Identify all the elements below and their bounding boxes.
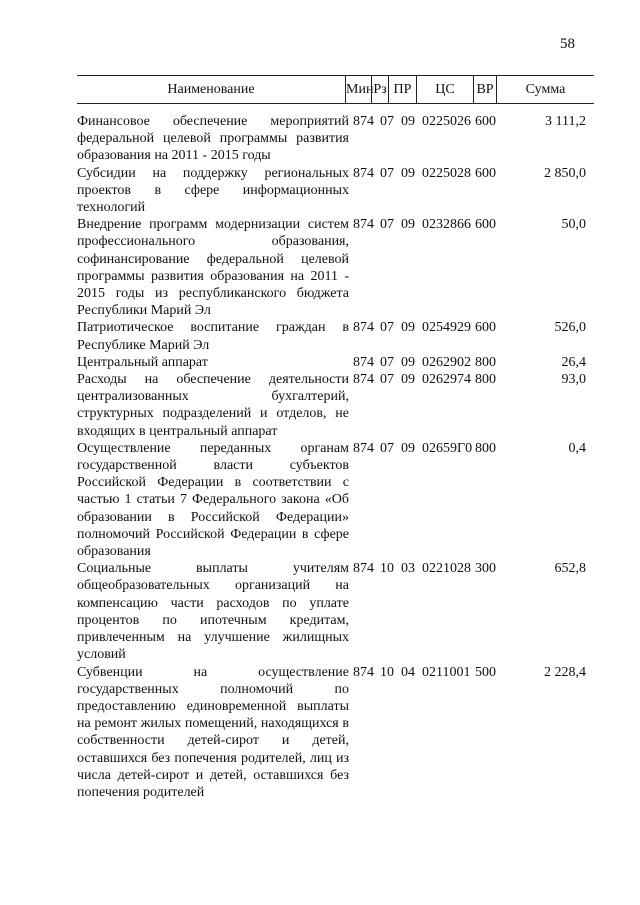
row-cs: 0225028 xyxy=(422,165,471,181)
row-rz: 10 xyxy=(380,561,394,577)
table-row xyxy=(77,216,594,319)
row-sum: 3 111,2 xyxy=(545,114,586,129)
row-name: Субвенции на осуществление государственных полномочий по предоставлению единовременной выплаты на ремонт жилых помещений, находящихся в собственности детей-сирот и детей, оставшихся без попечения родителей, лиц из числа детей-сирот и детей, оставшихся без попечения родителей xyxy=(77,664,349,800)
row-sum: 26,4 xyxy=(561,354,586,370)
row-cs: 0225026 xyxy=(422,114,471,129)
row-name: Финансовое обеспечение мероприятий федеральной целевой программы развития образования на 2011 - 2015 годы xyxy=(77,114,349,164)
row-name: Социальные выплаты учителям общеобразовательных организаций на компенсацию части расходов по уплате процентов по ипотечным кредитам, привлеченным на улучшение жилищных условий xyxy=(77,561,349,663)
row-rz: 07 xyxy=(380,217,394,233)
row-min: 874 xyxy=(353,354,374,370)
row-rz: 07 xyxy=(380,354,394,370)
row-vr: 600 xyxy=(475,165,496,181)
row-cs: 0211001 xyxy=(422,664,471,680)
row-sum: 652,8 xyxy=(554,561,586,577)
row-name: Внедрение программ модернизации систем профессионального образования, софинансирование федеральной целевой программы развития образования на 2011 - 2015 годы из республиканского бюджета Республики Марий Эл xyxy=(77,217,349,319)
row-pr: 09 xyxy=(401,354,415,370)
row-sum: 2 228,4 xyxy=(544,664,586,680)
row-sum: 93,0 xyxy=(561,372,586,388)
row-min: 874 xyxy=(353,320,374,336)
row-name: Расходы на обеспечение деятельности централизованных бухгалтерий, структурных подразделений и отделов, не входящих в центральный аппарат xyxy=(77,372,349,439)
table-row xyxy=(77,560,594,663)
row-rz: 10 xyxy=(380,664,394,680)
row-vr: 500 xyxy=(475,664,496,680)
row-sum: 526,0 xyxy=(554,320,586,336)
row-vr: 600 xyxy=(475,217,496,233)
row-min: 874 xyxy=(353,114,374,129)
row-pr: 09 xyxy=(401,320,415,336)
row-vr: 800 xyxy=(475,440,496,456)
row-name: Патриотическое воспитание граждан в Республике Марий Эл xyxy=(77,320,349,353)
row-rz: 07 xyxy=(380,440,394,456)
page-number: 58 xyxy=(560,36,575,52)
row-vr: 300 xyxy=(475,561,496,577)
row-vr: 600 xyxy=(475,114,496,129)
header-min: Мин xyxy=(345,76,371,103)
row-min: 874 xyxy=(353,561,374,577)
table-row xyxy=(77,165,594,217)
row-pr: 09 xyxy=(401,217,415,233)
row-min: 874 xyxy=(353,165,374,181)
row-pr: 09 xyxy=(401,165,415,181)
row-rz: 07 xyxy=(380,372,394,388)
table-body xyxy=(77,113,594,801)
table-row xyxy=(77,664,594,802)
row-rz: 07 xyxy=(380,114,394,129)
row-cs: 0254929 xyxy=(422,320,471,336)
row-name: Субсидии на поддержку региональных проектов в сфере информационных технологий xyxy=(77,165,349,216)
header-sum: Сумма xyxy=(496,76,594,103)
row-sum: 0,4 xyxy=(568,440,586,456)
table-row xyxy=(77,371,594,440)
row-rz: 07 xyxy=(380,320,394,336)
row-cs: 0262974 xyxy=(422,372,471,388)
row-pr: 03 xyxy=(401,561,415,577)
row-pr: 09 xyxy=(401,372,415,388)
table-row xyxy=(77,113,594,165)
row-vr: 600 xyxy=(475,320,496,336)
row-min: 874 xyxy=(353,372,374,388)
row-cs: 0232866 xyxy=(422,217,471,233)
row-sum: 50,0 xyxy=(561,217,586,233)
header-pr: ПР xyxy=(388,76,416,103)
row-vr: 800 xyxy=(475,354,496,370)
row-name: Осуществление переданных органам государственной власти субъектов Российской Федерации в соответствии с частью 1 статьи 7 Федерального закона «Об образовании в Российской Федерации» полномочий Российской Федерации в сфере образования xyxy=(77,440,349,560)
row-rz: 07 xyxy=(380,165,394,181)
row-pr: 04 xyxy=(401,664,415,680)
row-name: Центральный аппарат xyxy=(77,354,208,370)
header-vr: ВР xyxy=(473,76,496,103)
row-min: 874 xyxy=(353,440,374,456)
row-min: 874 xyxy=(353,217,374,233)
header-rz: Рз xyxy=(371,76,388,103)
row-cs: 0262902 xyxy=(422,354,471,370)
row-pr: 09 xyxy=(401,114,415,129)
row-cs: 0221028 xyxy=(422,561,471,577)
header-cs: ЦС xyxy=(416,76,473,103)
table-header xyxy=(77,75,594,104)
row-cs: 02659Г0 xyxy=(422,440,473,456)
header-name: Наименование xyxy=(167,82,255,97)
row-vr: 800 xyxy=(475,372,496,388)
row-sum: 2 850,0 xyxy=(544,165,586,181)
table-row xyxy=(77,440,594,560)
table-row xyxy=(77,354,594,371)
row-min: 874 xyxy=(353,664,374,680)
row-pr: 09 xyxy=(401,440,415,456)
table-row xyxy=(77,319,594,353)
